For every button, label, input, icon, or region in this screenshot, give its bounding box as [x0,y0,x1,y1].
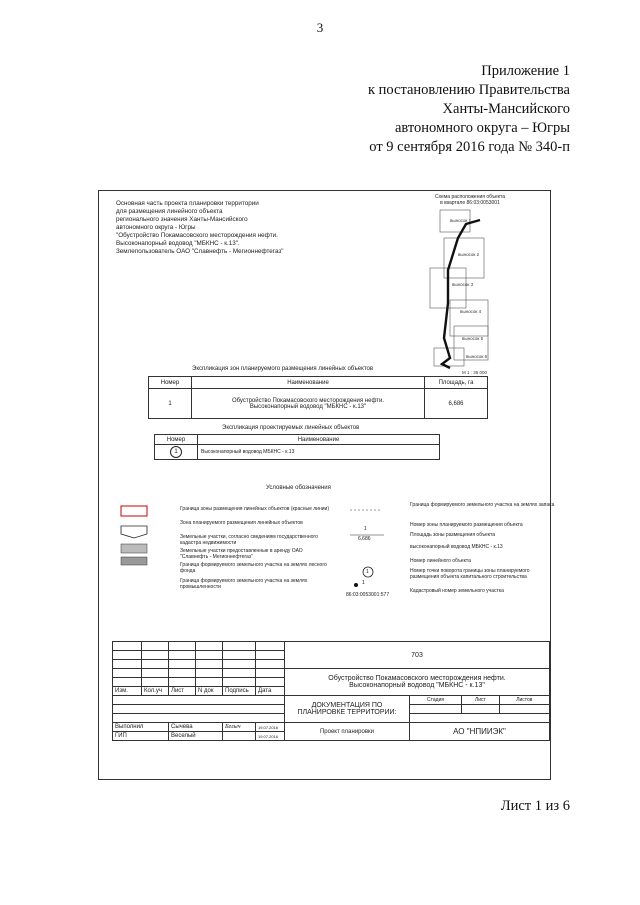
intro-line: Высоконапорный водовод "МБКНС - к.13". [116,240,240,247]
col-izm: Изм. [113,687,142,696]
scheme-title [420,194,520,206]
scheme-label: выносок 4 [460,309,482,314]
appendix-line-2: к постановлению Правительства [368,82,570,98]
col-sheets: Листов [499,696,549,705]
name-gip: Веселый [169,732,223,741]
legend-item: Граница формируемого земельного участка на землях промышленности [180,578,308,590]
legend-zone-symbol [121,526,147,538]
legend-title: Условные обозначения [266,485,331,491]
appendix-line-5: от 9 сентября 2016 года № 340-п [369,139,570,155]
zones-name-line: Высоконапорный водовод "МБКНС - к.13" [249,403,367,410]
legend-item: Граница зоны размещения линейных объектов (красные линии) [180,506,329,512]
title-project [285,669,550,696]
zones-name-line: Обустройство Покамасовского месторождения нефти. [231,397,385,404]
legend-sym-circle: 1 [366,569,369,575]
objects-table [154,434,440,460]
legend-item: Кадастровый номер земельного участка [410,588,504,594]
intro-line: Землепользователь ОАО "Славнефть - Мегионнефтегаз" [116,248,284,255]
scheme-label: выносок 6 [466,354,488,359]
title-code: 703 [285,642,550,669]
zones-header-name: Наименование [192,377,425,389]
legend-item: Номер линейного объекта [410,558,471,564]
objects-header-name: Наименование [198,435,440,445]
title-org: АО "НПИИЭК" [410,723,550,741]
intro-line: "Обустройство Покамасовского месторождения нефти. [116,232,278,239]
scheme-title-2: в квартале 86:03:0053001 [440,200,500,206]
page-number: 3 [316,20,324,35]
objects-cell-name: Высоконапорный водовод МБКНС - к.13 [198,445,440,460]
role-performer: Выполнил [113,723,169,732]
legend-item: Земельные участки, согласно сведениям государственного кадастра недвижимости [180,534,318,546]
title-block [112,641,550,741]
pipeline-route [442,220,480,368]
col-podp: Подпись [223,687,256,696]
legend-sym-area: 6,686 [358,536,371,542]
intro-line: автономного округа - Югры [116,224,196,231]
scheme-scale: М 1 : 35 000 [462,370,488,375]
legend-item: Земельные участки предоставленные в аренду ОАО "Славнефть - Мегионнефтегаз" [180,548,303,560]
appendix-line-3: Ханты-Мансийского [442,101,570,117]
scheme-label: выносок 1 [450,218,472,223]
zones-table-caption: Экспликация зон планируемого размещения линейных объектов [192,366,374,372]
title-project-line: Обустройство Покамасовского месторождения нефти. [328,675,506,682]
title-subtitle: Проект планировки [285,723,410,741]
legend-item: Номер точки поворота границы зоны планируемого размещения объекта капитального строительства [410,568,530,580]
date-performer: 19.07.2016 [256,723,285,732]
scheme-label: выносок 5 [462,336,484,341]
objects-header-num: Номер [155,435,198,445]
col-koluch: Кол.уч [142,687,169,696]
zones-header-num: Номер [149,377,192,389]
role-gip: ГИП [113,732,169,741]
appendix-line-1: Приложение 1 [481,63,570,79]
legend-item: Граница формируемого земельного участка на землях запаса [410,502,555,508]
legend-point-icon [354,583,358,587]
legend-sym-point: 1 [362,580,365,586]
legend-cadastre-symbol [121,544,147,553]
title-doc [285,696,410,723]
scheme-title-1: Схема расположения объекта [435,194,505,200]
table-row [149,389,488,419]
signature-performer: Белыч [223,723,256,732]
intro-line: регионального значения Ханты-Мансийского [116,216,248,223]
appendix-line-4: автономного округа – Югры [394,120,570,136]
legend-item: высоконапорный водовод МБКНС - к.13 [410,544,503,550]
legend-item: Зона планируемого размещения линейных объектов [180,520,303,526]
col-stage: Стадия [410,696,462,705]
objects-cell-num [155,445,198,460]
legend-sym-cadastre: 86:03:0053001:577 [346,592,390,598]
title-doc-line: ДОКУМЕНТАЦИЯ ПО [311,702,383,709]
page-footer: Лист 1 из 6 [500,798,570,814]
col-data: Дата [256,687,285,696]
legend-right-column [410,502,560,594]
legend-symbols-right [340,502,410,602]
name-performer: Сычева [169,723,223,732]
legend-lease-symbol [121,557,147,565]
drawing-intro [116,200,284,256]
zones-cell-num: 1 [149,389,192,419]
location-scheme-map [420,208,520,378]
legend-symbols-left [120,504,160,634]
title-doc-line: ПЛАНИРОВКЕ ТЕРРИТОРИИ: [297,709,397,716]
legend-item: Площадь зоны размещения объекта [410,532,496,538]
legend-left-column [180,506,330,594]
col-list: Лист [169,687,196,696]
legend-item: Граница формируемого земельного участка на землях лесного фонда [180,562,327,574]
scheme-sheet-frame [450,300,488,336]
intro-line: Основная часть проекта планировки территории [116,200,259,207]
zones-header-area: Площадь, га [425,377,488,389]
date-gip: 19.07.2016 [256,732,285,741]
scheme-label: выносок 3 [452,282,474,287]
scheme-label: выносок 2 [458,252,480,257]
col-sheet: Лист [462,696,500,705]
legend-sym-num: 1 [364,526,367,532]
scheme-sheet-frame [444,238,484,278]
objects-table-caption: Экспликация проектируемых линейных объектов [222,425,360,431]
object-number-circle: 1 [170,446,182,458]
appendix-header [368,62,570,157]
table-row [155,445,440,460]
legend-item: Номер зоны планируемого размещения объекта [410,522,523,528]
zones-cell-name [192,389,425,419]
intro-line: для размещения линейного объекта [116,208,223,215]
zones-cell-area: 6,686 [425,389,488,419]
col-ndok: N док [196,687,223,696]
title-project-line: Высоконапорный водовод "МБКНС - к.13" [349,682,485,689]
zones-table [148,376,488,419]
legend-red-line-symbol [121,506,147,516]
